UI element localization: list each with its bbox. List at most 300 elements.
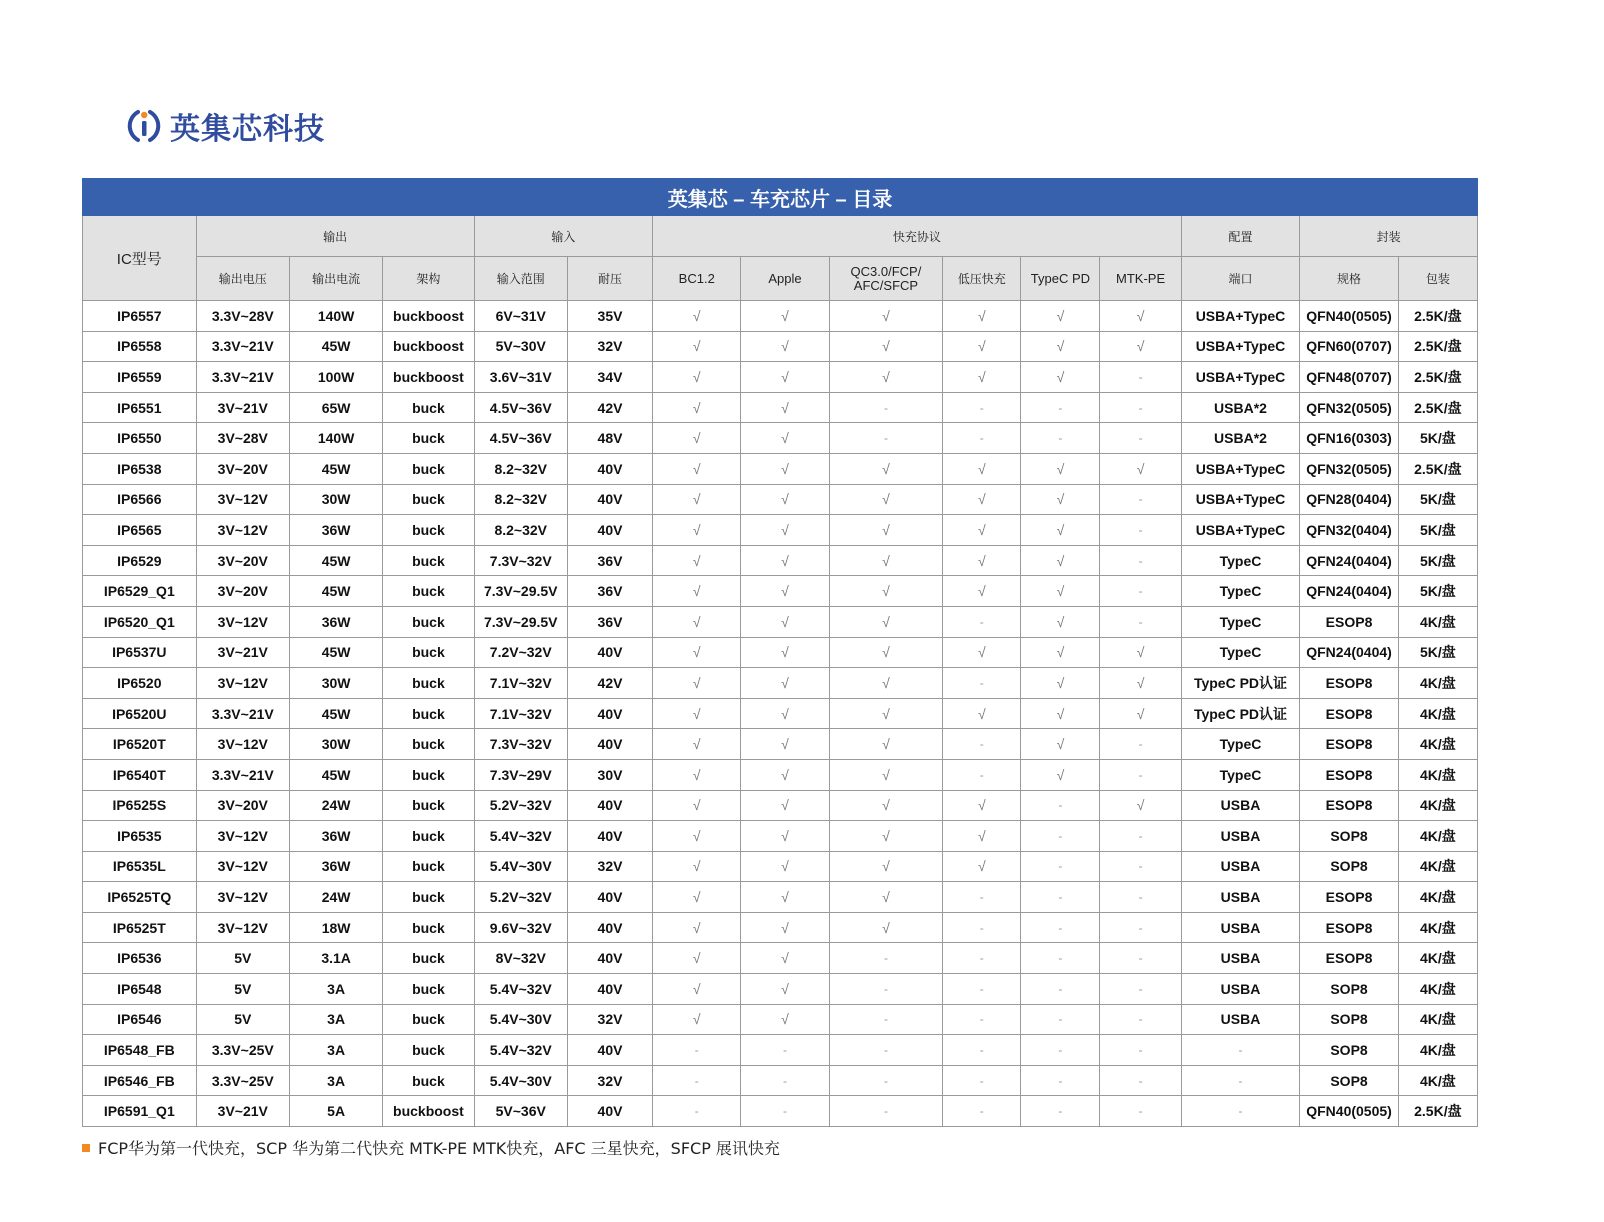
table-cell: USBA+TypeC (1181, 301, 1300, 332)
dash-cell: - (653, 1035, 741, 1066)
check-mark-cell: √ (653, 668, 741, 699)
logo-icon (124, 106, 164, 146)
dash-cell: - (829, 943, 943, 974)
table-cell: 40V (567, 729, 652, 760)
table-row (83, 576, 1478, 607)
dash-cell: - (1100, 912, 1181, 943)
check-mark-cell: √ (1021, 729, 1100, 760)
table-row (83, 1065, 1478, 1096)
table-cell: buckboost (383, 362, 474, 393)
check-mark-cell: √ (741, 729, 829, 760)
ic-model-cell: IP6525TQ (83, 882, 197, 913)
check-mark-cell: √ (741, 974, 829, 1005)
table-cell: buck (383, 1035, 474, 1066)
col-packing: 包装 (1398, 257, 1477, 301)
table-row (83, 453, 1478, 484)
check-mark-cell: √ (741, 698, 829, 729)
ic-model-cell: IP6548 (83, 974, 197, 1005)
dash-cell: - (1100, 1004, 1181, 1035)
table-cell: 140W (289, 423, 382, 454)
table-cell: 45W (289, 453, 382, 484)
table-cell: 30W (289, 668, 382, 699)
check-mark-cell: √ (943, 362, 1021, 393)
table-cell: 2.5K/盘 (1398, 362, 1477, 393)
table-cell: 4K/盘 (1398, 606, 1477, 637)
check-mark-cell: √ (741, 515, 829, 546)
check-mark-cell: √ (943, 545, 1021, 576)
table-cell: buck (383, 606, 474, 637)
check-mark-cell: √ (741, 484, 829, 515)
table-cell: 5.2V~32V (474, 790, 567, 821)
dash-cell: - (1021, 943, 1100, 974)
table-cell: 3A (289, 1004, 382, 1035)
table-cell: 3.3V~25V (196, 1065, 289, 1096)
dash-cell: - (943, 974, 1021, 1005)
dash-cell: - (943, 943, 1021, 974)
check-mark-cell: √ (741, 301, 829, 332)
check-mark-cell: √ (653, 423, 741, 454)
check-mark-cell: √ (741, 1004, 829, 1035)
check-mark-cell: √ (829, 331, 943, 362)
table-cell: 42V (567, 668, 652, 699)
table-cell: SOP8 (1300, 1065, 1398, 1096)
col-bc12: BC1.2 (653, 257, 741, 301)
table-cell: ESOP8 (1300, 668, 1398, 699)
table-cell: 3V~21V (196, 637, 289, 668)
col-port: 端口 (1181, 257, 1300, 301)
table-row (83, 1004, 1478, 1035)
check-mark-cell: √ (1021, 759, 1100, 790)
table-cell: 5.4V~32V (474, 1035, 567, 1066)
table-cell: ESOP8 (1300, 882, 1398, 913)
check-mark-cell: √ (741, 882, 829, 913)
table-cell: USBA (1181, 912, 1300, 943)
dash-cell: - (653, 1065, 741, 1096)
dash-cell: - (1100, 851, 1181, 882)
check-mark-cell: √ (653, 790, 741, 821)
check-mark-cell: √ (653, 301, 741, 332)
check-mark-cell: √ (829, 453, 943, 484)
table-row (83, 759, 1478, 790)
dash-cell: - (829, 392, 943, 423)
table-cell: 30W (289, 729, 382, 760)
check-mark-cell: √ (741, 362, 829, 393)
table-cell: buck (383, 790, 474, 821)
col-low-voltage-fast-charge: 低压快充 (943, 257, 1021, 301)
table-cell: 3.1A (289, 943, 382, 974)
table-cell: 7.3V~32V (474, 545, 567, 576)
table-cell: USBA+TypeC (1181, 515, 1300, 546)
col-input-range: 输入范围 (474, 257, 567, 301)
table-cell: TypeC PD认证 (1181, 668, 1300, 699)
table-cell: 40V (567, 974, 652, 1005)
check-mark-cell: √ (1021, 362, 1100, 393)
table-cell: 3.3V~28V (196, 301, 289, 332)
dash-cell: - (829, 1004, 943, 1035)
table-row (83, 790, 1478, 821)
col-withstand-voltage: 耐压 (567, 257, 652, 301)
table-cell: SOP8 (1300, 1004, 1398, 1035)
dash-cell: - (1181, 1096, 1300, 1127)
ic-model-cell: IP6537U (83, 637, 197, 668)
table-row (83, 545, 1478, 576)
table-cell: QFN32(0404) (1300, 515, 1398, 546)
table-cell: TypeC PD认证 (1181, 698, 1300, 729)
table-cell: 4.5V~36V (474, 423, 567, 454)
table-cell: QFN48(0707) (1300, 362, 1398, 393)
table-cell: 40V (567, 698, 652, 729)
check-mark-cell: √ (653, 392, 741, 423)
check-mark-cell: √ (1021, 301, 1100, 332)
ic-model-cell: IP6540T (83, 759, 197, 790)
dash-cell: - (1100, 484, 1181, 515)
table-cell: ESOP8 (1300, 606, 1398, 637)
table-cell: 3V~20V (196, 790, 289, 821)
check-mark-cell: √ (829, 668, 943, 699)
table-cell: 3.3V~25V (196, 1035, 289, 1066)
check-mark-cell: √ (653, 484, 741, 515)
table-cell: 3A (289, 974, 382, 1005)
table-cell: 4K/盘 (1398, 1004, 1477, 1035)
table-row (83, 301, 1478, 332)
table-cell: USBA (1181, 974, 1300, 1005)
table-cell: 4K/盘 (1398, 1035, 1477, 1066)
table-cell: 36V (567, 576, 652, 607)
check-mark-cell: √ (943, 576, 1021, 607)
table-cell: 36V (567, 545, 652, 576)
table-cell: 6V~31V (474, 301, 567, 332)
dash-cell: - (1021, 423, 1100, 454)
dash-cell: - (1021, 1096, 1100, 1127)
table-cell: 40V (567, 637, 652, 668)
check-mark-cell: √ (653, 729, 741, 760)
check-mark-cell: √ (829, 882, 943, 913)
table-cell: 5K/盘 (1398, 423, 1477, 454)
table-cell: buck (383, 545, 474, 576)
check-mark-cell: √ (1021, 637, 1100, 668)
table-cell: 32V (567, 331, 652, 362)
check-mark-cell: √ (829, 637, 943, 668)
table-cell: 2.5K/盘 (1398, 331, 1477, 362)
table-cell: 3V~21V (196, 1096, 289, 1127)
table-cell: 40V (567, 484, 652, 515)
catalog-body (83, 301, 1478, 1127)
check-mark-cell: √ (653, 606, 741, 637)
table-cell: 5.4V~30V (474, 851, 567, 882)
table-cell: 2.5K/盘 (1398, 1096, 1477, 1127)
col-output-voltage: 输出电压 (196, 257, 289, 301)
check-mark-cell: √ (741, 790, 829, 821)
dash-cell: - (943, 392, 1021, 423)
table-cell: 48V (567, 423, 652, 454)
check-mark-cell: √ (829, 912, 943, 943)
table-cell: buck (383, 851, 474, 882)
table-cell: ESOP8 (1300, 912, 1398, 943)
input-group-header: 输入 (474, 216, 653, 257)
table-cell: 4.5V~36V (474, 392, 567, 423)
footnote (82, 1136, 780, 1159)
table-cell: ESOP8 (1300, 698, 1398, 729)
table-cell: 8V~32V (474, 943, 567, 974)
check-mark-cell: √ (653, 821, 741, 852)
ic-model-cell: IP6538 (83, 453, 197, 484)
ic-model-cell: IP6557 (83, 301, 197, 332)
table-cell: QFN40(0505) (1300, 301, 1398, 332)
dash-cell: - (829, 1035, 943, 1066)
col-typec-pd: TypeC PD (1021, 257, 1100, 301)
check-mark-cell: √ (741, 606, 829, 637)
check-mark-cell: √ (829, 606, 943, 637)
table-cell: 7.1V~32V (474, 668, 567, 699)
table-cell: 5.2V~32V (474, 882, 567, 913)
footnote-text: FCP华为第一代快充，SCP 华为第二代快充 MTK-PE MTK快充，AFC 三星快充，SFCP 展讯快充 (98, 1139, 780, 1158)
table-cell: SOP8 (1300, 1035, 1398, 1066)
ic-model-cell: IP6525T (83, 912, 197, 943)
dash-cell: - (943, 668, 1021, 699)
table-cell: 5K/盘 (1398, 515, 1477, 546)
table-cell: buck (383, 912, 474, 943)
table-cell: 3V~20V (196, 545, 289, 576)
company-name: 英集芯科技 (170, 112, 325, 147)
table-cell: 7.3V~29V (474, 759, 567, 790)
table-cell: 5.4V~32V (474, 821, 567, 852)
table-cell: 40V (567, 1035, 652, 1066)
check-mark-cell: √ (943, 821, 1021, 852)
table-cell: 3V~28V (196, 423, 289, 454)
table-cell: 3A (289, 1035, 382, 1066)
table-row (83, 1035, 1478, 1066)
table-cell: 40V (567, 453, 652, 484)
table-cell: 5.4V~30V (474, 1065, 567, 1096)
table-cell: USBA (1181, 851, 1300, 882)
table-cell: 3V~12V (196, 606, 289, 637)
table-cell: 30V (567, 759, 652, 790)
table-cell: USBA*2 (1181, 392, 1300, 423)
table-row (83, 974, 1478, 1005)
table-cell: 5V~36V (474, 1096, 567, 1127)
ic-model-cell: IP6529_Q1 (83, 576, 197, 607)
check-mark-cell: √ (829, 821, 943, 852)
bullet-square-icon (82, 1144, 90, 1152)
table-cell: ESOP8 (1300, 790, 1398, 821)
table-cell: SOP8 (1300, 851, 1398, 882)
table-cell: 42V (567, 392, 652, 423)
dash-cell: - (829, 1065, 943, 1096)
table-cell: 4K/盘 (1398, 759, 1477, 790)
table-cell: TypeC (1181, 759, 1300, 790)
ic-model-cell: IP6536 (83, 943, 197, 974)
table-cell: buck (383, 729, 474, 760)
dash-cell: - (1021, 392, 1100, 423)
check-mark-cell: √ (829, 362, 943, 393)
check-mark-cell: √ (741, 545, 829, 576)
table-row (83, 331, 1478, 362)
ic-model-cell: IP6535L (83, 851, 197, 882)
table-cell: 3V~12V (196, 729, 289, 760)
table-cell: 36W (289, 851, 382, 882)
ic-model-cell: IP6520 (83, 668, 197, 699)
table-cell: 5V (196, 974, 289, 1005)
ic-model-cell: IP6520_Q1 (83, 606, 197, 637)
table-cell: 34V (567, 362, 652, 393)
table-row (83, 362, 1478, 393)
table-cell: 45W (289, 545, 382, 576)
dash-cell: - (1181, 1065, 1300, 1096)
dash-cell: - (1100, 515, 1181, 546)
table-cell: buck (383, 637, 474, 668)
dash-cell: - (1100, 1096, 1181, 1127)
table-cell: 4K/盘 (1398, 1065, 1477, 1096)
check-mark-cell: √ (829, 759, 943, 790)
check-mark-cell: √ (1021, 668, 1100, 699)
dash-cell: - (943, 1096, 1021, 1127)
ic-model-cell: IP6546_FB (83, 1065, 197, 1096)
col-architecture: 架构 (383, 257, 474, 301)
dash-cell: - (829, 423, 943, 454)
table-cell: 7.3V~32V (474, 729, 567, 760)
chip-catalog-table (82, 178, 1478, 1127)
table-row (83, 912, 1478, 943)
check-mark-cell: √ (1100, 668, 1181, 699)
table-cell: 5K/盘 (1398, 576, 1477, 607)
table-cell: TypeC (1181, 606, 1300, 637)
table-cell: 3V~20V (196, 453, 289, 484)
table-cell: 5K/盘 (1398, 545, 1477, 576)
dash-cell: - (653, 1096, 741, 1127)
check-mark-cell: √ (1100, 790, 1181, 821)
dash-cell: - (943, 759, 1021, 790)
check-mark-cell: √ (943, 637, 1021, 668)
ic-model-cell: IP6525S (83, 790, 197, 821)
table-cell: ESOP8 (1300, 729, 1398, 760)
check-mark-cell: √ (1021, 484, 1100, 515)
protocol-group-header: 快充协议 (653, 216, 1182, 257)
table-cell: buck (383, 668, 474, 699)
check-mark-cell: √ (829, 851, 943, 882)
table-cell: 5A (289, 1096, 382, 1127)
check-mark-cell: √ (741, 668, 829, 699)
table-cell: 2.5K/盘 (1398, 392, 1477, 423)
dash-cell: - (943, 606, 1021, 637)
table-cell: 3.3V~21V (196, 331, 289, 362)
col-apple: Apple (741, 257, 829, 301)
dash-cell: - (943, 729, 1021, 760)
table-cell: 35V (567, 301, 652, 332)
table-row (83, 851, 1478, 882)
table-cell: 45W (289, 576, 382, 607)
table-cell: 5K/盘 (1398, 484, 1477, 515)
check-mark-cell: √ (829, 790, 943, 821)
table-cell: buckboost (383, 301, 474, 332)
table-cell: 4K/盘 (1398, 668, 1477, 699)
table-cell: QFN24(0404) (1300, 637, 1398, 668)
check-mark-cell: √ (653, 1004, 741, 1035)
check-mark-cell: √ (943, 301, 1021, 332)
check-mark-cell: √ (1100, 698, 1181, 729)
table-row (83, 729, 1478, 760)
check-mark-cell: √ (653, 851, 741, 882)
table-cell: USBA (1181, 1004, 1300, 1035)
table-cell: 45W (289, 759, 382, 790)
check-mark-cell: √ (829, 484, 943, 515)
dash-cell: - (943, 882, 1021, 913)
check-mark-cell: √ (829, 576, 943, 607)
col-output-current: 输出电流 (289, 257, 382, 301)
table-cell: TypeC (1181, 576, 1300, 607)
table-cell: 45W (289, 331, 382, 362)
table-cell: 3V~12V (196, 484, 289, 515)
table-cell: 4K/盘 (1398, 851, 1477, 882)
table-cell: 32V (567, 1065, 652, 1096)
table-cell: 7.3V~29.5V (474, 576, 567, 607)
table-cell: USBA (1181, 943, 1300, 974)
col-package-spec: 规格 (1300, 257, 1398, 301)
table-row (83, 668, 1478, 699)
dash-cell: - (1021, 1065, 1100, 1096)
output-group-header: 输出 (196, 216, 474, 257)
dash-cell: - (1100, 1035, 1181, 1066)
dash-cell: - (1100, 821, 1181, 852)
table-cell: 40V (567, 943, 652, 974)
table-cell: 65W (289, 392, 382, 423)
table-cell: ESOP8 (1300, 943, 1398, 974)
check-mark-cell: √ (829, 301, 943, 332)
ic-model-cell: IP6520T (83, 729, 197, 760)
check-mark-cell: √ (653, 453, 741, 484)
check-mark-cell: √ (829, 545, 943, 576)
table-cell: QFN24(0404) (1300, 545, 1398, 576)
table-cell: 7.3V~29.5V (474, 606, 567, 637)
table-cell: 4K/盘 (1398, 821, 1477, 852)
table-cell: USBA (1181, 821, 1300, 852)
table-cell: buck (383, 698, 474, 729)
dash-cell: - (1100, 729, 1181, 760)
table-cell: 40V (567, 912, 652, 943)
table-cell: 4K/盘 (1398, 698, 1477, 729)
table-cell: 5.4V~30V (474, 1004, 567, 1035)
table-cell: 3V~21V (196, 392, 289, 423)
dash-cell: - (1100, 1065, 1181, 1096)
check-mark-cell: √ (1021, 331, 1100, 362)
check-mark-cell: √ (943, 453, 1021, 484)
table-cell: 3.6V~31V (474, 362, 567, 393)
table-row (83, 423, 1478, 454)
check-mark-cell: √ (1100, 301, 1181, 332)
table-cell: 3.3V~21V (196, 759, 289, 790)
table-cell: 40V (567, 515, 652, 546)
table-cell: 9.6V~32V (474, 912, 567, 943)
col-qc-fcp-afc-sfcp: QC3.0/FCP/ AFC/SFCP (829, 257, 943, 301)
table-cell: QFN32(0505) (1300, 392, 1398, 423)
table-row (83, 882, 1478, 913)
table-cell: 4K/盘 (1398, 882, 1477, 913)
dash-cell: - (1100, 362, 1181, 393)
table-cell: 7.1V~32V (474, 698, 567, 729)
table-cell: 140W (289, 301, 382, 332)
table-cell: buck (383, 974, 474, 1005)
table-cell: buck (383, 759, 474, 790)
table-cell: 32V (567, 851, 652, 882)
ic-model-cell: IP6520U (83, 698, 197, 729)
ic-model-cell: IP6535 (83, 821, 197, 852)
table-cell: 36V (567, 606, 652, 637)
table-cell: 45W (289, 637, 382, 668)
check-mark-cell: √ (653, 759, 741, 790)
table-cell: 40V (567, 882, 652, 913)
ic-model-cell: IP6566 (83, 484, 197, 515)
dash-cell: - (1100, 943, 1181, 974)
table-cell: buck (383, 882, 474, 913)
